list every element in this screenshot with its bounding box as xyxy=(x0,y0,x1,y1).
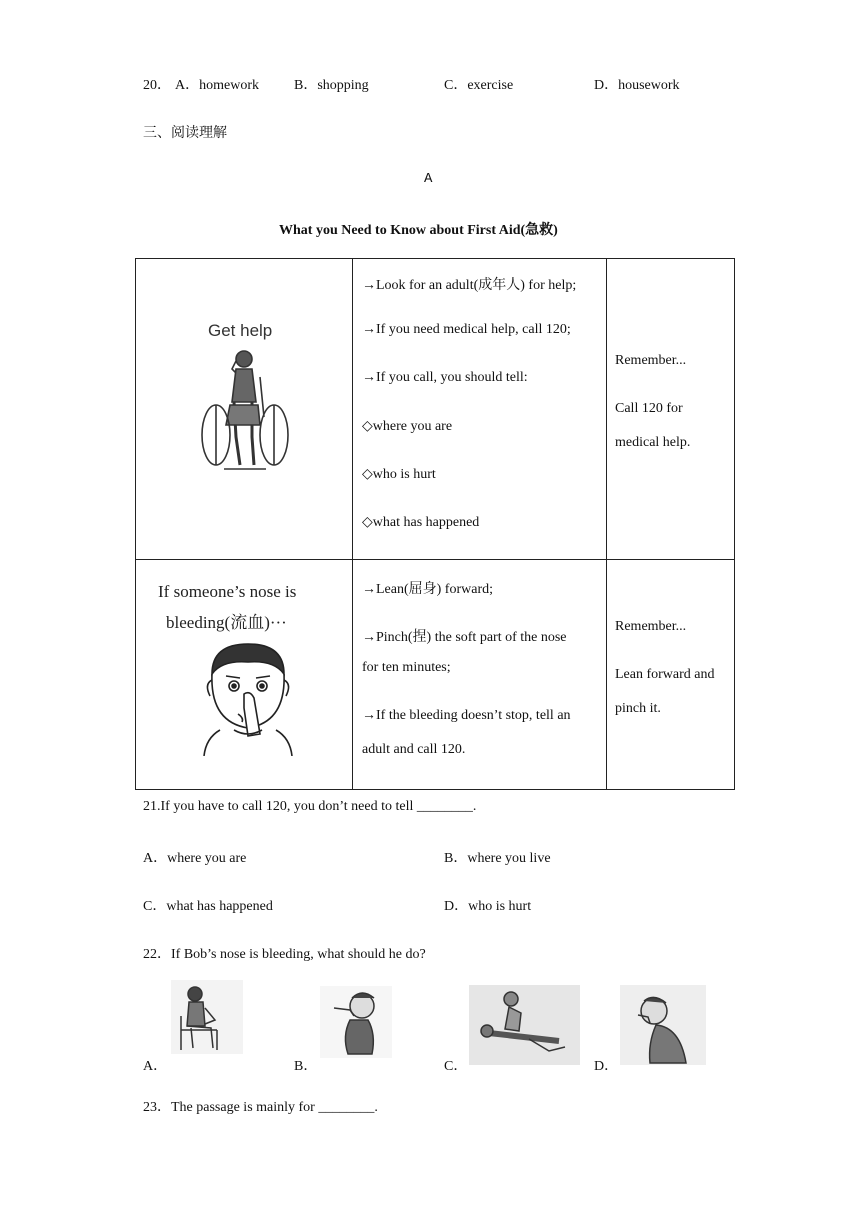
q20-option-b: B．shopping xyxy=(294,78,369,93)
row2-image-cell xyxy=(136,560,353,790)
row2-instruction: →Pinch(捏) the soft part of the nose xyxy=(362,630,567,645)
boy-pinching-nose-illustration xyxy=(198,638,298,756)
row1-instruction: ◇where you are xyxy=(362,419,453,434)
q23-stem: 23．The passage is mainly for ________. xyxy=(143,1100,378,1115)
row1-instruction: →If you need medical help, call 120; xyxy=(362,322,571,337)
q22-option-a-label: A． xyxy=(143,1059,168,1074)
q20-number: 20． xyxy=(143,78,171,93)
row1-remember-cell xyxy=(607,259,735,560)
section-title: 三、阅读理解 xyxy=(143,126,227,141)
row1-remember-line: Call 120 for xyxy=(615,401,683,416)
row2-instruction: for ten minutes; xyxy=(362,660,451,675)
row2-instruction: →Lean(屈身) forward; xyxy=(362,582,494,597)
passage-title: What you Need to Know about First Aid(急救) xyxy=(279,223,558,238)
nosebleed-caption-line: bleeding(流血)··· xyxy=(166,613,287,632)
row1-remember-title: Remember... xyxy=(615,353,687,368)
q22-option-d-image-lean-forward xyxy=(620,985,706,1065)
row1-instruction: ◇what has happened xyxy=(362,515,480,530)
q21-option-b: B．where you live xyxy=(444,851,551,866)
row2-remember-line: pinch it. xyxy=(615,701,661,716)
get-help-caption: Get help xyxy=(208,321,273,340)
q21-option-a: A．where you are xyxy=(143,851,247,866)
row1-image-cell xyxy=(136,259,353,560)
table-row xyxy=(136,560,735,790)
nosebleed-caption-line: If someone’s nose is xyxy=(158,582,297,601)
q21-option-c: C．what has happened xyxy=(143,899,273,914)
row1-instruction: ◇who is hurt xyxy=(362,467,436,482)
row2-instruction: →If the bleeding doesn’t stop, tell an xyxy=(362,708,571,723)
row2-remember-cell xyxy=(607,560,735,790)
row1-instructions-cell xyxy=(353,259,607,560)
table-row xyxy=(136,259,735,560)
q22-option-b-label: B． xyxy=(294,1059,318,1074)
row1-instruction: →Look for an adult(成年人) for help; xyxy=(362,278,577,293)
first-aid-table xyxy=(135,258,735,790)
row1-remember-line: medical help. xyxy=(615,435,691,450)
q20-option-c: C．exercise xyxy=(444,78,514,93)
q22-option-c-label: C． xyxy=(444,1059,468,1074)
q22-stem: 22．If Bob’s nose is bleeding, what should he do? xyxy=(143,947,426,962)
passage-letter: A xyxy=(424,171,433,187)
q21-stem: 21.If you have to call 120, you don’t need to tell ________. xyxy=(143,799,477,814)
row1-instruction: →If you call, you should tell: xyxy=(362,370,528,385)
q21-option-d: D．who is hurt xyxy=(444,899,532,914)
q22-option-d-label: D． xyxy=(594,1059,619,1074)
q22-option-b-image-head-back xyxy=(320,986,392,1058)
row2-instructions-cell xyxy=(353,560,607,790)
wheelchair-phone-illustration xyxy=(196,347,296,477)
q22-option-a-image-sitting xyxy=(171,980,243,1054)
row2-remember-line: Lean forward and xyxy=(615,667,715,682)
row2-remember-title: Remember... xyxy=(615,619,687,634)
q20-option-d: D．housework xyxy=(594,78,680,93)
row2-instruction: adult and call 120. xyxy=(362,742,466,757)
q22-option-c-image-lying-down xyxy=(469,985,580,1065)
q20-option-a: A．homework xyxy=(175,78,259,93)
